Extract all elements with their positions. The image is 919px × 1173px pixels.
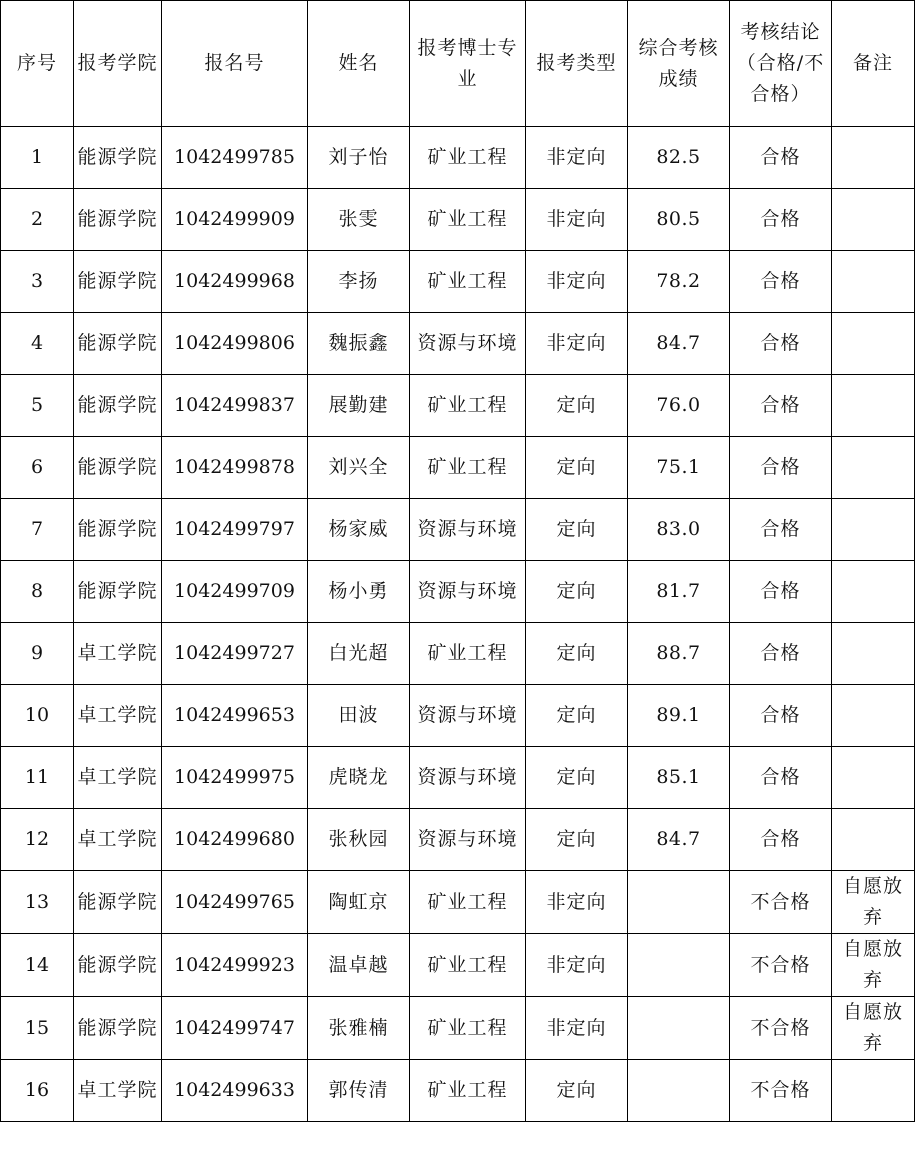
cell-score: 85.1 <box>628 747 730 809</box>
header-score: 综合考核成绩 <box>628 1 730 127</box>
header-reg-no: 报名号 <box>162 1 308 127</box>
cell-score <box>628 934 730 997</box>
cell-type: 定向 <box>526 437 628 499</box>
cell-major: 矿业工程 <box>410 1060 526 1122</box>
cell-major: 矿业工程 <box>410 997 526 1060</box>
cell-college: 能源学院 <box>74 189 162 251</box>
cell-remark <box>832 437 915 499</box>
cell-type: 定向 <box>526 685 628 747</box>
table-row <box>1 997 915 1060</box>
cell-reg-no: 1042499765 <box>162 871 308 934</box>
cell-seq: 13 <box>1 871 74 934</box>
cell-score: 78.2 <box>628 251 730 313</box>
cell-seq: 1 <box>1 127 74 189</box>
cell-name: 杨小勇 <box>308 561 410 623</box>
cell-college: 能源学院 <box>74 437 162 499</box>
cell-remark <box>832 189 915 251</box>
cell-seq: 8 <box>1 561 74 623</box>
cell-reg-no: 1042499975 <box>162 747 308 809</box>
cell-reg-no: 1042499909 <box>162 189 308 251</box>
header-remark: 备注 <box>832 1 915 127</box>
cell-seq: 6 <box>1 437 74 499</box>
cell-remark <box>832 809 915 871</box>
table-row <box>1 437 915 499</box>
header-major: 报考博士专业 <box>410 1 526 127</box>
cell-remark <box>832 127 915 189</box>
table-row <box>1 127 915 189</box>
cell-remark <box>832 499 915 561</box>
cell-major: 矿业工程 <box>410 375 526 437</box>
cell-reg-no: 1042499878 <box>162 437 308 499</box>
header-seq: 序号 <box>1 1 74 127</box>
cell-name: 虎晓龙 <box>308 747 410 809</box>
table-row <box>1 251 915 313</box>
cell-score: 76.0 <box>628 375 730 437</box>
cell-result: 合格 <box>730 747 832 809</box>
table-header-row <box>1 1 915 127</box>
cell-type: 非定向 <box>526 934 628 997</box>
cell-score: 82.5 <box>628 127 730 189</box>
table-row <box>1 561 915 623</box>
cell-score: 84.7 <box>628 313 730 375</box>
cell-type: 非定向 <box>526 997 628 1060</box>
cell-college: 能源学院 <box>74 499 162 561</box>
cell-remark <box>832 375 915 437</box>
cell-score <box>628 997 730 1060</box>
cell-seq: 11 <box>1 747 74 809</box>
cell-result: 合格 <box>730 375 832 437</box>
cell-name: 刘兴全 <box>308 437 410 499</box>
table-row <box>1 809 915 871</box>
header-college: 报考学院 <box>74 1 162 127</box>
cell-name: 刘子怡 <box>308 127 410 189</box>
cell-result: 合格 <box>730 189 832 251</box>
cell-reg-no: 1042499653 <box>162 685 308 747</box>
cell-result: 合格 <box>730 251 832 313</box>
cell-seq: 14 <box>1 934 74 997</box>
cell-type: 定向 <box>526 1060 628 1122</box>
cell-type: 非定向 <box>526 189 628 251</box>
cell-seq: 15 <box>1 997 74 1060</box>
cell-remark <box>832 1060 915 1122</box>
cell-score: 80.5 <box>628 189 730 251</box>
cell-remark <box>832 685 915 747</box>
cell-seq: 10 <box>1 685 74 747</box>
cell-college: 能源学院 <box>74 871 162 934</box>
cell-major: 矿业工程 <box>410 189 526 251</box>
cell-reg-no: 1042499968 <box>162 251 308 313</box>
cell-major: 资源与环境 <box>410 499 526 561</box>
cell-type: 定向 <box>526 747 628 809</box>
cell-college: 能源学院 <box>74 375 162 437</box>
cell-major: 资源与环境 <box>410 747 526 809</box>
header-result: 考核结论（合格/不合格） <box>730 1 832 127</box>
header-name: 姓名 <box>308 1 410 127</box>
cell-major: 资源与环境 <box>410 809 526 871</box>
table-row <box>1 189 915 251</box>
cell-type: 定向 <box>526 375 628 437</box>
cell-result: 不合格 <box>730 934 832 997</box>
table-row <box>1 747 915 809</box>
cell-seq: 4 <box>1 313 74 375</box>
table-row <box>1 685 915 747</box>
cell-type: 定向 <box>526 623 628 685</box>
table-row <box>1 375 915 437</box>
cell-remark: 自愿放弃 <box>832 934 915 997</box>
cell-major: 资源与环境 <box>410 685 526 747</box>
header-type: 报考类型 <box>526 1 628 127</box>
cell-remark <box>832 313 915 375</box>
cell-seq: 2 <box>1 189 74 251</box>
cell-seq: 12 <box>1 809 74 871</box>
table-row <box>1 871 915 934</box>
cell-reg-no: 1042499680 <box>162 809 308 871</box>
cell-reg-no: 1042499837 <box>162 375 308 437</box>
cell-seq: 5 <box>1 375 74 437</box>
cell-major: 矿业工程 <box>410 934 526 997</box>
cell-result: 合格 <box>730 809 832 871</box>
cell-name: 温卓越 <box>308 934 410 997</box>
cell-college: 卓工学院 <box>74 685 162 747</box>
cell-remark: 自愿放弃 <box>832 997 915 1060</box>
cell-college: 能源学院 <box>74 934 162 997</box>
cell-reg-no: 1042499785 <box>162 127 308 189</box>
cell-major: 矿业工程 <box>410 127 526 189</box>
cell-type: 非定向 <box>526 127 628 189</box>
cell-type: 非定向 <box>526 313 628 375</box>
cell-reg-no: 1042499709 <box>162 561 308 623</box>
cell-score: 84.7 <box>628 809 730 871</box>
cell-type: 非定向 <box>526 251 628 313</box>
cell-college: 卓工学院 <box>74 1060 162 1122</box>
cell-score: 88.7 <box>628 623 730 685</box>
cell-type: 定向 <box>526 809 628 871</box>
cell-college: 能源学院 <box>74 127 162 189</box>
cell-seq: 16 <box>1 1060 74 1122</box>
cell-college: 能源学院 <box>74 251 162 313</box>
cell-college: 能源学院 <box>74 313 162 375</box>
cell-major: 资源与环境 <box>410 561 526 623</box>
cell-result: 合格 <box>730 127 832 189</box>
cell-remark <box>832 251 915 313</box>
cell-name: 张雅楠 <box>308 997 410 1060</box>
cell-score: 81.7 <box>628 561 730 623</box>
cell-type: 定向 <box>526 499 628 561</box>
cell-college: 卓工学院 <box>74 809 162 871</box>
cell-major: 资源与环境 <box>410 313 526 375</box>
cell-name: 杨家威 <box>308 499 410 561</box>
cell-name: 展勤建 <box>308 375 410 437</box>
cell-result: 合格 <box>730 499 832 561</box>
cell-major: 矿业工程 <box>410 437 526 499</box>
cell-result: 合格 <box>730 437 832 499</box>
cell-score: 83.0 <box>628 499 730 561</box>
cell-name: 郭传清 <box>308 1060 410 1122</box>
cell-name: 陶虹京 <box>308 871 410 934</box>
cell-name: 张秋园 <box>308 809 410 871</box>
cell-name: 张雯 <box>308 189 410 251</box>
cell-name: 李扬 <box>308 251 410 313</box>
cell-name: 魏振鑫 <box>308 313 410 375</box>
cell-remark <box>832 747 915 809</box>
cell-college: 卓工学院 <box>74 747 162 809</box>
cell-remark <box>832 623 915 685</box>
cell-result: 合格 <box>730 561 832 623</box>
table-row <box>1 623 915 685</box>
cell-score: 89.1 <box>628 685 730 747</box>
cell-reg-no: 1042499923 <box>162 934 308 997</box>
cell-major: 矿业工程 <box>410 623 526 685</box>
cell-college: 卓工学院 <box>74 623 162 685</box>
cell-score: 75.1 <box>628 437 730 499</box>
cell-major: 矿业工程 <box>410 251 526 313</box>
cell-name: 田波 <box>308 685 410 747</box>
cell-result: 合格 <box>730 623 832 685</box>
cell-remark <box>832 561 915 623</box>
cell-score <box>628 871 730 934</box>
table-row <box>1 313 915 375</box>
cell-seq: 7 <box>1 499 74 561</box>
cell-result: 不合格 <box>730 997 832 1060</box>
cell-reg-no: 1042499727 <box>162 623 308 685</box>
cell-college: 能源学院 <box>74 997 162 1060</box>
cell-remark: 自愿放弃 <box>832 871 915 934</box>
cell-type: 定向 <box>526 561 628 623</box>
cell-result: 合格 <box>730 313 832 375</box>
cell-reg-no: 1042499806 <box>162 313 308 375</box>
cell-seq: 9 <box>1 623 74 685</box>
cell-name: 白光超 <box>308 623 410 685</box>
cell-result: 合格 <box>730 685 832 747</box>
cell-major: 矿业工程 <box>410 871 526 934</box>
table-row <box>1 1060 915 1122</box>
cell-result: 不合格 <box>730 1060 832 1122</box>
table-row <box>1 934 915 997</box>
cell-college: 能源学院 <box>74 561 162 623</box>
cell-type: 非定向 <box>526 871 628 934</box>
cell-result: 不合格 <box>730 871 832 934</box>
cell-reg-no: 1042499633 <box>162 1060 308 1122</box>
cell-score <box>628 1060 730 1122</box>
cell-reg-no: 1042499747 <box>162 997 308 1060</box>
cell-reg-no: 1042499797 <box>162 499 308 561</box>
cell-seq: 3 <box>1 251 74 313</box>
table-row <box>1 499 915 561</box>
